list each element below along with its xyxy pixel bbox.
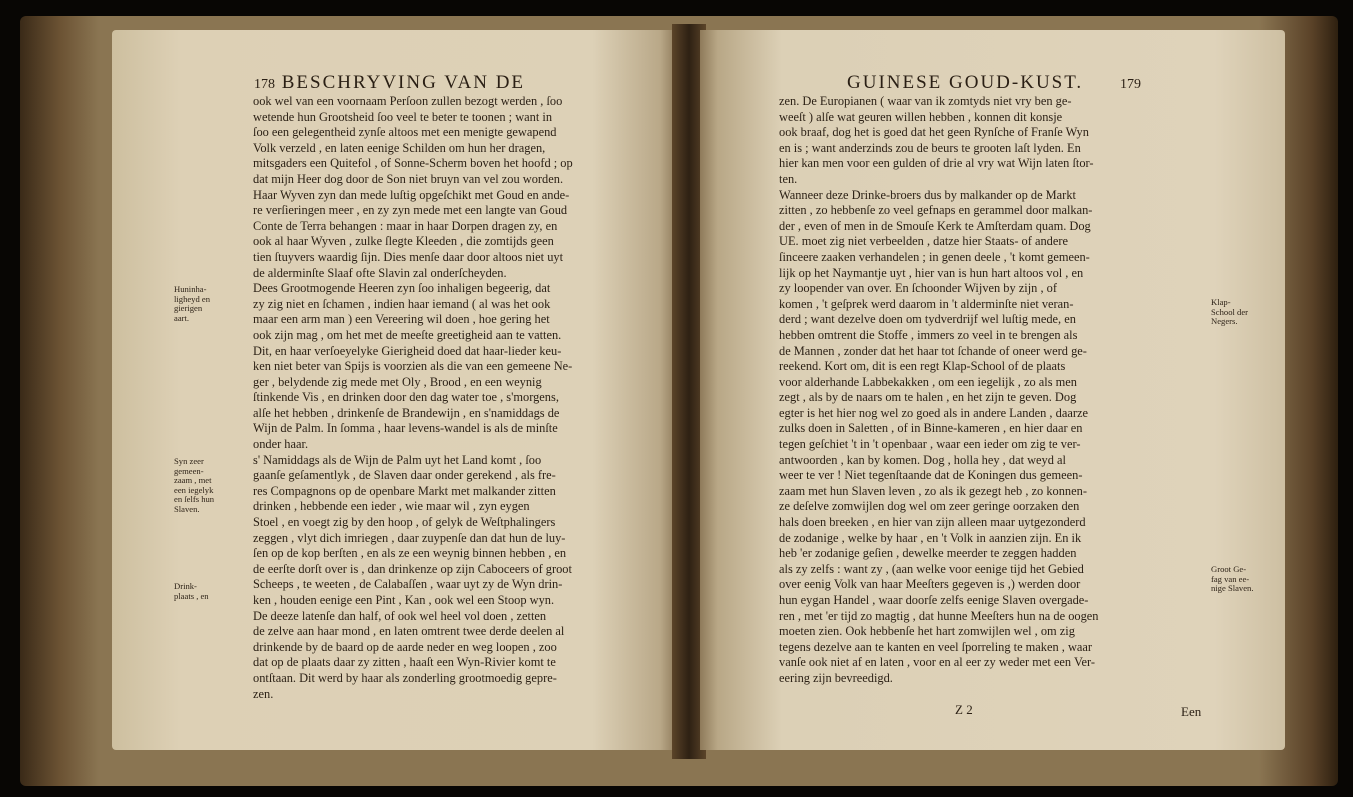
text-line: UE. moet zig niet verbeelden , datze hier Staats- of andere <box>779 234 1068 249</box>
text-line: Stoel , en voegt zig by den hoop , of gelyk de Weſtphalingers <box>253 515 556 530</box>
text-line: ze deſelve zomwijlen dog wel om zeer geringe oorzaken den <box>779 499 1080 514</box>
text-line: hun eygan Handel , waar doorſe zelfs eenige Slaven overgade- <box>779 593 1089 607</box>
text-line: zitten , zo hebbenſe zo veel gefnaps en gerammel door malkan- <box>779 203 1093 218</box>
text-line: onder haar. <box>253 437 309 452</box>
text-line: tegens dezelve aan te kanten en veel ſporreling te maken , waar <box>779 639 1093 654</box>
text-line: zen. De Europianen ( waar van ik zomtyds niet vry ben ge- <box>779 94 1072 108</box>
text-line: lijk op het Naymantje uyt , hier van is hun hart altoos vol , en <box>779 265 1084 280</box>
left-page <box>112 30 677 750</box>
text-line: re verſieringen meer , en zy zyn mede met een langte van Goud <box>253 203 568 218</box>
text-line: de zelve aan haar mond , en laten omtrent twee derde deelen al <box>253 624 565 639</box>
text-line: ſinceere zaaken verhandelen ; in genen deele , 't komt gemeen- <box>779 249 1090 264</box>
signature-mark: Z 2 <box>955 702 973 717</box>
text-line: dat op de plaats daar zy zitten , haaſt een Wyn-Rivier komt te <box>253 655 556 670</box>
text-line: als zy zelfs : want zy , (aan welke voor eenige tijd het Gebied <box>779 561 1084 576</box>
text-line: zy loopender van over. En ſchoonder Wijven by zijn , of <box>779 281 1057 296</box>
text-line: zy zig niet en ſchamen , indien haar iemand ( al was het ook <box>253 296 551 311</box>
margin-note-line: Slaven. <box>174 503 200 514</box>
text-line: ook wel van een voornaam Perſoon zullen bezogt werden , ſoo <box>253 94 563 108</box>
text-line: en is ; want anderzinds zou de beurs te grooten laſt lyden. En <box>779 140 1081 155</box>
right-running-head <box>847 72 1141 94</box>
text-line: komen , 't geſprek werd daarom in 't alderminſte niet veran- <box>779 296 1074 311</box>
text-line: hals doen breeken , en hier van zijn alleen maar uytgezonderd <box>779 515 1086 530</box>
right-running-title: GUINESE GOUD-KUST. <box>847 72 1084 93</box>
text-line: Dit, en haar verſoeyelyke Gierigheid doed dat haar-lieder keu- <box>253 343 562 358</box>
margin-note-line: ligheyd en <box>174 293 211 304</box>
text-line: weer te ver ! Niet tegenſtaande dat de Koningen dus gemeen- <box>779 468 1083 483</box>
text-line: zegt , als by de naars om te halen , en het zijn te geven. Dog <box>779 390 1077 405</box>
margin-note-line: Huninha- <box>174 284 207 294</box>
text-line: eering zijn bevreedigd. <box>779 670 893 685</box>
margin-note-line: een iegelyk <box>174 484 214 495</box>
text-line: alſe het hebben , drinkenſe de Brandewijn , en s'namiddags de <box>253 405 560 420</box>
text-line: moeten zien. Ook hebbenſe het hart zomwijlen wel , om zig <box>779 624 1075 639</box>
text-line: ken , houden eenige een Pint , Kan , ook wel een Stoop wyn. <box>253 593 555 607</box>
text-line: Conte de Terra behangen : maar in haar Dorpen dragen zy, en <box>253 218 558 233</box>
text-line: s' Namiddags als de Wijn de Palm uyt het Land komt , ſoo <box>253 452 542 467</box>
left-body-text <box>253 94 658 702</box>
margin-note-line: en ſelfs hun <box>174 494 215 505</box>
text-line: res Compagnons op de openbare Markt met malkander zitten <box>253 483 556 498</box>
text-line: vanſe ook niet af en laten , voor en al eer zy weder met een Ver- <box>779 655 1096 670</box>
left-running-head <box>254 72 525 94</box>
text-line: tegen geſchiet 't in 't openbaar , waar een ieder om zig te ver- <box>779 437 1081 452</box>
right-page-number: 179 <box>1119 77 1141 92</box>
text-line: heb 'er zodanige geſien , dewelke meerder te zeggen hadden <box>779 546 1077 561</box>
margin-note-line: nige Slaven. <box>1211 583 1254 594</box>
text-line: hier kan men voor een gulden of drie al vry wat Wijn laten ſtor- <box>779 156 1094 171</box>
margin-note-line: School der <box>1211 306 1248 317</box>
text-line: dat mijn Heer dog door de Son niet bruyn van vel zou worden. <box>253 171 564 186</box>
right-body-text <box>779 94 1189 687</box>
text-line: ontſtaan. Dit werd by haar als zonderling grootmoedig gepre- <box>253 670 557 685</box>
margin-note-drink <box>174 582 232 601</box>
text-line: antwoorden , kan by komen. Dog , holla hey , dat weyd al <box>779 452 1066 467</box>
margin-note-line: fag van ee- <box>1211 573 1250 584</box>
text-line: de zodanige , welke by haar , en 't Volk in aanzien zijn. En ik <box>779 530 1082 545</box>
text-line: de Mannen , zonder dat het haar tot ſchande of oneer werd ge- <box>779 343 1087 358</box>
right-page <box>700 30 1285 750</box>
text-line: de eerſte dorſt over is , dan drinkenze op zijn Caboceers of groot <box>253 561 572 576</box>
text-line: Haar Wyven zyn dan mede luſtig opgeſchikt met Goud en ande- <box>253 187 570 202</box>
text-line: ſoo een gelegentheid zynſe altoos met een menigte gewapend <box>253 125 557 140</box>
text-line: ſen op de kop berſten , en als ze een weynig binnen hebben , en <box>253 546 567 561</box>
left-running-title: BESCHRYVING VAN DE <box>281 72 526 93</box>
text-line: zeggen , vlyt dich imriegen , daar zuypenſe dan dat hun de luy- <box>253 530 566 545</box>
text-line: ten. <box>779 171 798 186</box>
text-line: ger , belydende zig mede met Oly , Brood , en een weynig <box>253 374 542 389</box>
margin-note-line: gierigen <box>174 303 203 314</box>
text-line: ſtinkende Vis , en drinken door den dag water toe , s'morgens, <box>253 390 559 405</box>
text-line: ken niet beter van Spijs is voorzien als die van een gemeene Ne- <box>253 359 573 374</box>
text-line: wetende hun Grootsheid ſoo veel te beter te toonen ; want in <box>253 109 553 124</box>
text-line: De deeze latenſe dan half, of ook wel heel vol doen , zetten <box>253 608 547 623</box>
left-page-number: 178 <box>254 77 275 92</box>
margin-note-line: Negers. <box>1211 316 1238 327</box>
text-line: drinkende by de baard op de aarde neder en weg loopen , zoo <box>253 639 557 654</box>
text-line: weeſt ) alſe wat geuren willen hebben , konnen dit konsje <box>779 109 1063 124</box>
margin-note-line: gemeen- <box>174 465 204 476</box>
text-line: egter is het hier nog wel zo goed als in andere Landen , daarze <box>779 405 1088 420</box>
text-line: Wijn de Palm. In ſomma , haar levens-wandel is als de minſte <box>253 421 558 436</box>
text-line: der , even of men in de Smouſe Kerk te Amſterdam quam. Dog <box>779 218 1091 233</box>
margin-note-line: zaam , met <box>174 475 212 486</box>
text-line: drinken , hebbende een ieder , wie maar wil , zyn eygen <box>253 499 530 514</box>
text-line: Volk verzeld , en laten eenige Schilden om hun her dragen, <box>253 140 546 155</box>
text-line: ook braaf, dog het is goed dat het geen Rynſche of Franſe Wyn <box>779 125 1089 140</box>
text-line: zen. <box>253 686 274 701</box>
text-line: voor alderhande Labbekakken , om een iegelijk , zo als men <box>779 374 1077 389</box>
margin-note-line: Syn zeer <box>174 456 204 466</box>
text-line: Wanneer deze Drinke-broers dus by malkander op de Markt <box>779 187 1076 202</box>
text-line: ook al haar Wyven , zulke ſlegte Kleeden , die zomtijds geen <box>253 234 554 249</box>
margin-note-line: Klap- <box>1211 297 1231 307</box>
text-line: maar een arm man ) een Vereering wil doen , hoe gering het <box>253 312 550 327</box>
margin-note-line: Groot Ge- <box>1211 564 1247 574</box>
text-line: over eenig Volk van haar Meeſters gegeven is ,) werden door <box>779 577 1081 592</box>
text-line: ren , met 'er tijd zo magtig , dat hunne Meeſters hun na de oogen <box>779 608 1099 623</box>
margin-note-line: Drink- <box>174 581 197 591</box>
text-line: zaam met hun Slaven leven , zo als ik gezegt heb , zo konnen- <box>779 483 1087 498</box>
text-line: gaanſe geſamentlyk , de Slaven daar onder gerekend , als fre- <box>253 468 556 483</box>
margin-note-hunin <box>174 285 232 323</box>
margin-note-klap <box>1211 298 1269 327</box>
margin-note-groot <box>1211 565 1269 594</box>
text-line: reekend. Kort om, dit is een regt Klap-School of de plaats <box>779 359 1066 374</box>
text-line: Dees Grootmogende Heeren zyn ſoo inhaligen begeerig, dat <box>253 281 551 296</box>
margin-note-zyn <box>174 457 232 515</box>
margin-note-line: aart. <box>174 312 190 323</box>
text-line: derd ; want dezelve doen om tydverdrijf wel luſtig mede, en <box>779 312 1076 327</box>
text-line: mitsgaders een Quitefol , of Sonne-Scherm boven het hoofd ; op <box>253 156 573 171</box>
margin-note-line: plaats , en <box>174 590 209 601</box>
text-line: Scheeps , te weeten , de Calabaſſen , waar uyt zy de Wyn drin- <box>253 577 563 592</box>
text-line: zulks doen in Saletten , of in Binne-kameren , en hier daar en <box>779 421 1083 436</box>
text-line: hebben omtrent die Stoffe , immers zo veel in te brengen als <box>779 327 1078 342</box>
text-line: de alderminſte Slaaf ofte Slavin zal onderſcheyden. <box>253 265 507 280</box>
text-line: ook zijn mag , om het met de meeſte greetigheid aan te vatten. <box>253 327 562 342</box>
text-line: tien ſtuyvers waardig ſijn. Dies menſe daar door altoos niet uyt <box>253 249 564 264</box>
catchword: Een <box>1181 704 1202 719</box>
